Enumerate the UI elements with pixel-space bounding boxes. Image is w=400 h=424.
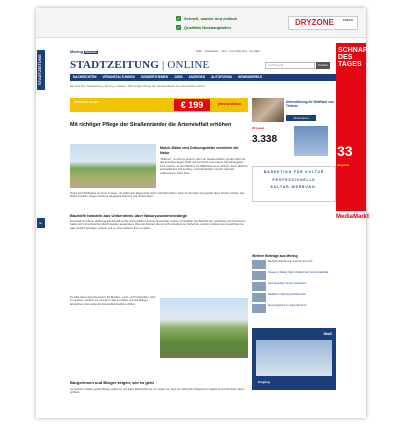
article-subhead: Mulch-Wahn und Ordnungsliebe zerstören die Natur (160, 146, 239, 155)
ad-line-1: ✓ Schnell, sauber und einfach (176, 16, 238, 21)
article-paragraph-2: Es wäre daher wünschenswert, die Bundes-, Land- und Kreisstraßen nicht zu mulchen, sondern nur einmal im Jahr zu mähen und das Mähgut abzufahren. Das würde die Artenvielfalt deutlich erhöhen. (70, 296, 156, 306)
search-button[interactable]: Suchen (317, 63, 329, 67)
author-photo[interactable] (252, 98, 284, 122)
dryzone-logo[interactable]: DRYZONE FRESH (288, 16, 358, 30)
nav-item-nachrichten[interactable]: NACHRICHTEN (73, 75, 97, 79)
ad-price: € 199 (174, 99, 210, 111)
article-intro: "Mulchen", so wird es genannt, wenn an Straßenrändern gemäht wird und das Schnittgut liegen bleibt und vermulcht. Das mag im Gemeindegarten Sinn machen, an den Rändern mit Wildwuchs ist es schlecht. Denn Mulchen auf Freiflächen und an Weg- und Ackerrändern zerstört wertvolle Lebensräume vieler Tiere. (160, 158, 248, 175)
nav-item-veranstaltungen[interactable]: VERANSTALTUNGEN (102, 75, 135, 79)
list-item[interactable]: Frauen im Dialog: Mehr Vielfalt in der Kommunalpolitik (252, 271, 336, 281)
section-heading-2: Bürgerinnen und Bürger zeigen, wie es geht (70, 380, 154, 385)
ad-cta[interactable]: jetzt bestellen (218, 102, 242, 106)
marketing-line-3: KULTUR-WERBUNG. (270, 185, 318, 189)
top-advertisement[interactable] (36, 8, 366, 38)
site-logo[interactable]: STADTZEITUNG | ONLINE (70, 59, 210, 71)
author-card-title[interactable]: Unterstützung für Wolfhard von Thienen (286, 100, 334, 108)
article-paragraph-1: Finanziell wird dieser größtengeteils Eingriff auf die Artenvielfalt in unseren Gemeinden schwer vermittelbar. Die Bauhöfe der Landkreise und Kommunen haben sich mit technischen Mulch-Geräten ausgerüstet. Viele der Arbeiten dienen nicht unbedingt der Sicherheit, sondern erfolgen aus Gewohnheit. Es wäre deutlich günstiger, seltener und zu einer späteren Zeit zu mähen. (70, 220, 246, 230)
sky-ad-sub: Angebot (337, 163, 350, 167)
staz-label: Eingang (258, 380, 270, 384)
sky-ad-title: SCHNAPP DES TAGES (338, 47, 373, 68)
staz-logo: StaZ (323, 331, 332, 336)
nav-item-autoforum[interactable]: AUTOFORUM (211, 75, 232, 79)
thumbnail (252, 293, 266, 302)
nav-item-sonderthemen[interactable]: SONDERTHEMEN (140, 75, 168, 79)
stadtzeitung-tab[interactable]: STADTZEITUNG (37, 50, 45, 90)
article-image-road (70, 144, 156, 188)
check-icon: ✓ (176, 16, 181, 21)
breadcrumb[interactable]: Sie sind hier: Stadtzeitung › Mering › Lokales › Mit richtiger Pflege der Straßenränder die Artenvielfalt erhöhen (70, 84, 206, 88)
list-item[interactable]: Neue Angebote im Jugendzentrum (252, 304, 336, 314)
sky-ad-number: 33 (337, 143, 353, 159)
more-articles-title: Weitere Beiträge aus Mering (252, 254, 298, 258)
big-number: 3.338 (252, 134, 278, 145)
masthead (70, 57, 366, 75)
sidebar-tabs (36, 48, 47, 248)
list-item[interactable]: Die Rote Wanderung: Sommer am Lech (252, 260, 336, 270)
ad-product: STARTER PAKET (74, 100, 99, 104)
thumbnail (252, 304, 266, 313)
search-input[interactable]: Suchbegriff (265, 62, 315, 69)
marketing-line-2: PROFESSIONELLE (272, 177, 316, 182)
mediamarkt-logo: MediaMarkt (336, 211, 366, 223)
right-ad-image[interactable] (294, 126, 328, 156)
thumbnail (252, 271, 266, 280)
article-image-meadow (160, 298, 248, 358)
location-selector[interactable]: Mering Wechseln (70, 49, 97, 54)
section-heading-1: Bauhöfe handeln aus Unkenntnis über Naturzusammenhänge (70, 213, 188, 218)
thumbnail (252, 260, 266, 269)
nav-item-gewinnspiele[interactable]: GEWINNSPIELE (237, 75, 263, 79)
epaper-tab[interactable]: E-Paper (37, 218, 45, 228)
nav-item-jobs[interactable]: JOBS (173, 75, 183, 79)
ad-line-2: ✓ Qualitäts Holzbauplatten (176, 25, 231, 30)
check-icon: ✓ (176, 25, 181, 30)
utility-bar (36, 49, 366, 55)
staz-promo[interactable] (252, 328, 336, 390)
reader-count: 23 Leser (252, 126, 265, 130)
subscribe-button[interactable]: Abonnieren (286, 115, 316, 121)
article-headline: Mit richtiger Pflege der Straßenränder die Artenvielfalt erhöhen (70, 122, 232, 128)
article-paragraph-3: An manchen Stellen greifen Bürger selbst ein und legen Blühstreifen an. So zeigen sie, dass ein naturnaher Wegesrand möglich ist und die Natur davon profitiert. (70, 388, 245, 395)
list-item[interactable]: Stadtfest in Mering lockt Besucher (252, 293, 336, 303)
utility-links[interactable]: Hilfe · Newsletter · Abo · Ihre Meinung · Kontakt (196, 49, 260, 53)
thumbnail (252, 282, 266, 291)
marketing-ad[interactable] (252, 166, 336, 202)
more-articles-list (252, 260, 336, 315)
skyscraper-ad[interactable] (336, 43, 373, 223)
marketing-line-1: MARKETING FÜR KULTUR (263, 170, 325, 174)
nav-item-anzeigen[interactable]: ANZEIGEN (188, 75, 206, 79)
ad-banner[interactable] (70, 98, 248, 112)
main-nav (70, 74, 366, 81)
browser-page (36, 8, 373, 418)
list-item[interactable]: Jetzt bewerben für den Kulturpreis (252, 282, 336, 292)
staz-image (256, 340, 332, 376)
article-intro-2: Vielen sind Wildkräuter ein Dorn im Auge, sie wollen den Wegesrand schön ordentlich haben. Doch für die Natur sind gerade diese Streifen wichtig: Hier finden Insekten, Vögel und kleine Säugetiere Nahrung und Unterschlupf. (70, 192, 245, 199)
